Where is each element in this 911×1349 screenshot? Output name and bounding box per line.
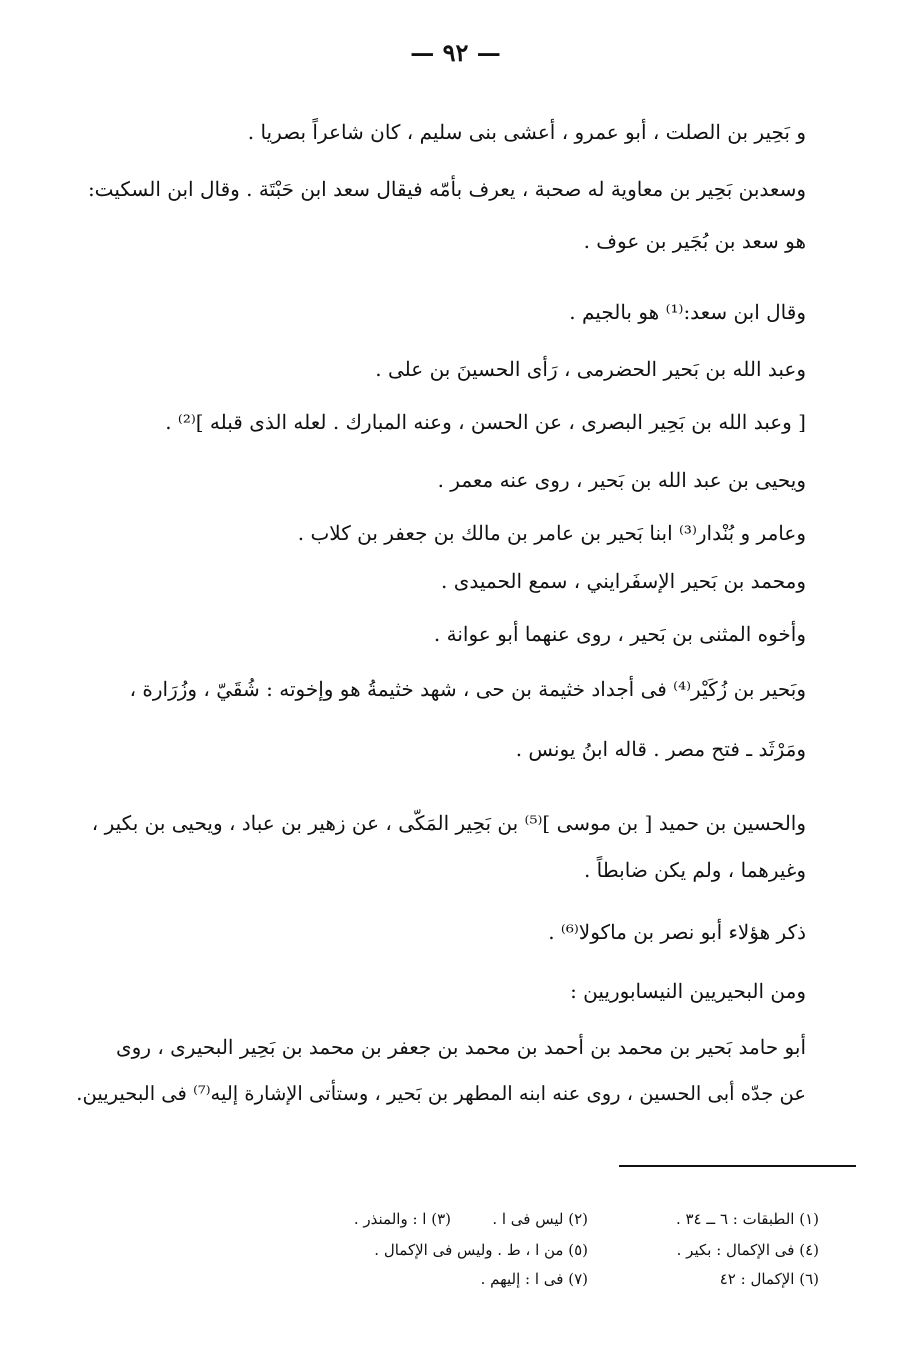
footnote-3: (٣) ا : والمنذر . xyxy=(353,1210,451,1228)
text-line-5: وعبد الله بن بَحير الحضرمى ، رَأى الحسينَ بن على . xyxy=(375,357,806,381)
text-line-6: [ وعبد الله بن بَحِير البصرى ، عن الحسن ، وعنه المبارك . لعله الذى قبله ]⁽²⁾ . xyxy=(165,410,806,434)
text-line-15: ذكر هؤلاء أبو نصر بن ماكولا⁽⁶⁾ . xyxy=(548,920,806,944)
text-line-2: وسعدبن بَحِير بن معاوية له صحبة ، يعرف بأمّه فيقال سعد ابن حَبْتَة . وقال ابن السكيت: xyxy=(87,177,806,201)
footnote-2: (٢) ليس فى ا . xyxy=(492,1210,588,1228)
text-line-17: أبو حامد بَحير بن محمد بن أحمد بن محمد بن جعفر بن محمد بن بَحِير البحيرى ، روى xyxy=(116,1035,806,1059)
text-line-3: هو سعد بن بُجَير بن عوف . xyxy=(583,229,806,253)
footnote-7: (٧) فى ا : إليهم . xyxy=(480,1270,588,1288)
text-line-4: وقال ابن سعد:⁽¹⁾ هو بالجيم . xyxy=(569,300,806,324)
page-number: — ٩٢ — xyxy=(410,38,501,67)
text-line-10: وأخوه المثنى بن بَحير ، روى عنهما أبو عوانة . xyxy=(433,622,806,646)
main-text xyxy=(61,0,806,1349)
text-line-12: ومَرْثَد ـ فتح مصر . قاله ابنُ يونس . xyxy=(515,737,806,761)
text-line-7: ويحيى بن عبد الله بن بَحير ، روى عنه معمر . xyxy=(437,468,806,492)
text-line-1: و بَحِير بن الصلت ، أبو عمرو ، أعشى بنى سليم ، كان شاعراً بصريا . xyxy=(247,120,806,144)
text-line-9: ومحمد بن بَحير الإسفَرايني ، سمع الحميدى . xyxy=(441,569,806,593)
text-line-14: وغيرهما ، ولم يكن ضابطاً . xyxy=(583,858,806,882)
footnote-4: (٤) فى الإكمال : بكير . xyxy=(676,1241,819,1259)
text-line-16: ومن البحيريين النيسابوريين : xyxy=(570,979,806,1003)
footnote-5: (٥) من ا ، ط . وليس فى الإكمال . xyxy=(374,1241,588,1259)
text-line-8: وعامر و بُنْدار⁽³⁾ ابنا بَحير بن عامر بن مالك بن جعفر بن كلاب . xyxy=(297,521,806,545)
text-line-11: وبَحير بن زُكَيْر⁽⁴⁾ فى أجداد خثيمة بن حى ، شهد خثيمةُ هو وإخوته : شُقَيّ ، وزُرَارة ، xyxy=(129,677,806,701)
text-line-13: والحسين بن حميد [ بن موسى ]⁽⁵⁾ بن بَحِير المَكّى ، عن زهير بن عباد ، ويحيى بن بكير ، xyxy=(91,811,806,835)
footnote-separator xyxy=(619,1165,856,1167)
text-line-18: عن جدّه أبى الحسين ، روى عنه ابنه المطهر بن بَحير ، وستأتى الإشارة إليه⁽⁷⁾ فى البحيريين. xyxy=(76,1082,806,1105)
footnote-6: (٦) الإكمال : ٤٢ xyxy=(719,1270,819,1288)
footnote-1: (١) الطبقات : ٦ ــ ٣٤ . xyxy=(675,1210,819,1228)
